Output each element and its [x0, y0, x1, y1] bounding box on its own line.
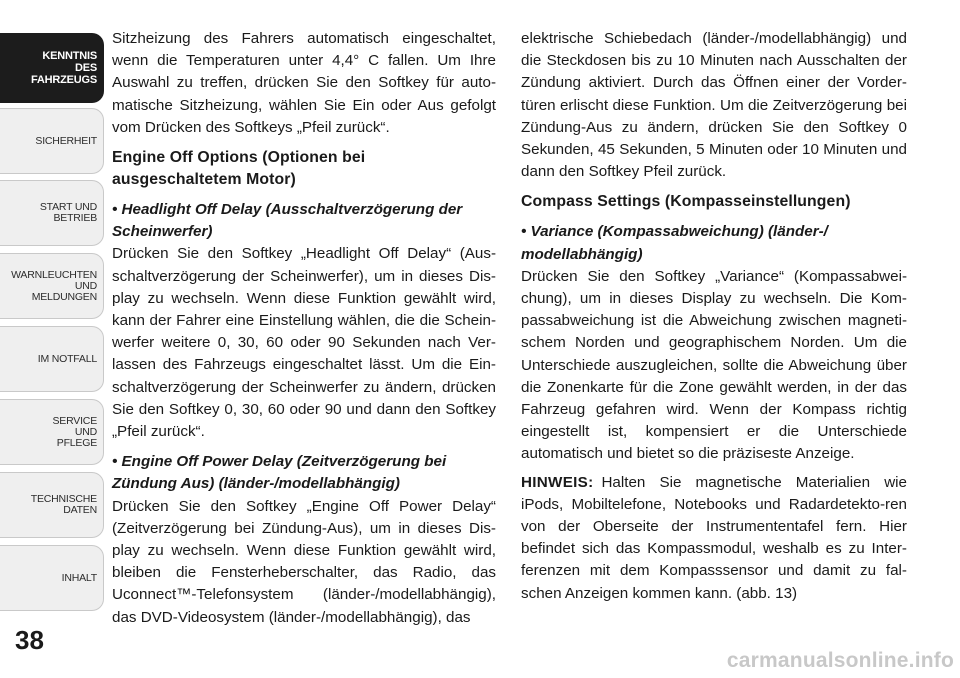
variance-body: Drücken Sie den Softkey „Variance“ (Kompassabwei-chung), um in dieses Display zu wechseln. Die Kom-passabweichung ist die Abweichung zwischen magneti-schem Norden und geographischem Norden. Um die Unterschiede auszugleichen, sollte die Abweichung über die Zonenkarte für die Zone gewählt werden, in der das Fahrzeug gefahren wird. Wenn der Kompass richtig eingestellt ist, kompensiert er die Unterschiede automatisch und bietet so die präziseste Anzeige. [521, 267, 907, 463]
tab-kenntnis-des-fahrzeugs[interactable] [0, 33, 104, 103]
engine-off-power-delay-body: Drücken Sie den Softkey „Engine Off Power Delay“ (Zeitverzögerung bei Zündung-Aus), um in dieses Dis-play zu wechseln. Wenn diese Funktion gewählt wird, bleiben die Fensterheberschalter, das Radio, das Uconnect™-Telefonsystem (länder-/modellabhängig), das DVD-Videosystem (länder-/modellabhängig), das [112, 497, 496, 626]
compass-settings-heading: Compass Settings (Kompasseinstellungen) [521, 193, 851, 211]
note-paragraph [521, 472, 907, 605]
tab-label: WARNLEUCHTEN UND MELDUNGEN [11, 268, 97, 303]
tab-im-notfall[interactable] [0, 326, 104, 392]
note-body: Halten Sie magnetische Materialien wie iPods, Mobiltelefone, Notebooks und Radardetekto-ren von der Oberseite der Instrumententafel fern. Hier befindet sich das Kompassmodul, weshalb es zu Inter-ferenzen mit dem Kompasssensor und damit zu fal-schen Anzeigen kommen kann. (abb. 13) [521, 473, 907, 602]
tab-service-und-pflege[interactable] [0, 399, 104, 465]
tab-label: KENNTNIS DES FAHRZEUGS [30, 50, 97, 86]
tab-technische-daten[interactable] [0, 472, 104, 538]
tab-start-und-betrieb[interactable] [0, 180, 104, 246]
left-text-column [112, 28, 496, 629]
headlight-off-delay-body: Drücken Sie den Softkey „Headlight Off Delay“ (Aus-schaltverzögerung der Scheinwerfer), um in dieses Dis-play zu wechseln. Wenn diese Funktion gewählt wird, kann der Fahrer eine Einstellung wählen, die die Schein-werfer weitere 0, 30, 60 oder 90 Sekunden nach Ver-lassen des Fahrzeugs eingeschaltet lässt. Um die Ein-schaltverzögerung der Scheinwerfer zu ändern, drücken Sie den Softkey 0, 30, 60 oder 90 und dann den Softkey „Pfeil zurück“. [112, 245, 496, 441]
variance-title: • Variance (Kompassabweichung) (länder-/ modellabhängig) [521, 223, 828, 263]
tab-label: TECHNISCHE DATEN [30, 493, 97, 516]
headlight-off-delay-title: • Headlight Off Delay (Ausschaltverzögerung der Scheinwerfer) [112, 201, 463, 241]
engine-off-power-delay-title: • Engine Off Power Delay (Zeitverzögerung bei Zündung Aus) (länder-/modellabhängig) [112, 453, 447, 493]
tab-warnleuchten-und-meldungen[interactable] [0, 253, 104, 319]
chapter-tab-nav [0, 0, 104, 620]
right-text-column [521, 28, 907, 605]
note-label: HINWEIS: [521, 473, 594, 491]
watermark: carmanualsonline.info [726, 649, 954, 672]
tab-inhalt[interactable] [0, 545, 104, 611]
tab-label: START UND BETRIEB [39, 201, 97, 224]
engine-off-options-heading: Engine Off Options (Optionen bei ausgeschaltetem Motor) [112, 149, 366, 189]
page-number: 38 [15, 625, 44, 655]
tab-sicherheit[interactable] [0, 108, 104, 174]
tab-label: SERVICE UND PFLEGE [52, 414, 97, 449]
tab-label: IM NOTFALL [37, 352, 97, 365]
intro-paragraph: Sitzheizung des Fahrers automatisch eingeschaltet, wenn die Temperaturen unter 4,4° C fallen. Um Ihre Auswahl zu treffen, drücken Sie den Softkey für auto-matische Sitzheizung, wählen Sie Ein oder Aus gefolgt vom Drücken des Softkeys „Pfeil zurück“. [112, 30, 496, 136]
tab-label: SICHERHEIT [35, 134, 97, 147]
tab-label: INHALT [61, 571, 97, 584]
continuation-paragraph: elektrische Schiebedach (länder-/modellabhängig) und die Steckdosen bis zu 10 Minuten nach Ausschalten der Zündung aktiviert. Durch das Öffnen einer der Vorder-türen erlischt diese Funktion. Um die Zeitverzögerung bei Zündung-Aus zu ändern, drücken Sie den Softkey 0 Sekunden, 45 Sekunden, 5 Minuten oder 10 Minuten und dann den Softkey Pfeil zurück. [521, 30, 907, 181]
